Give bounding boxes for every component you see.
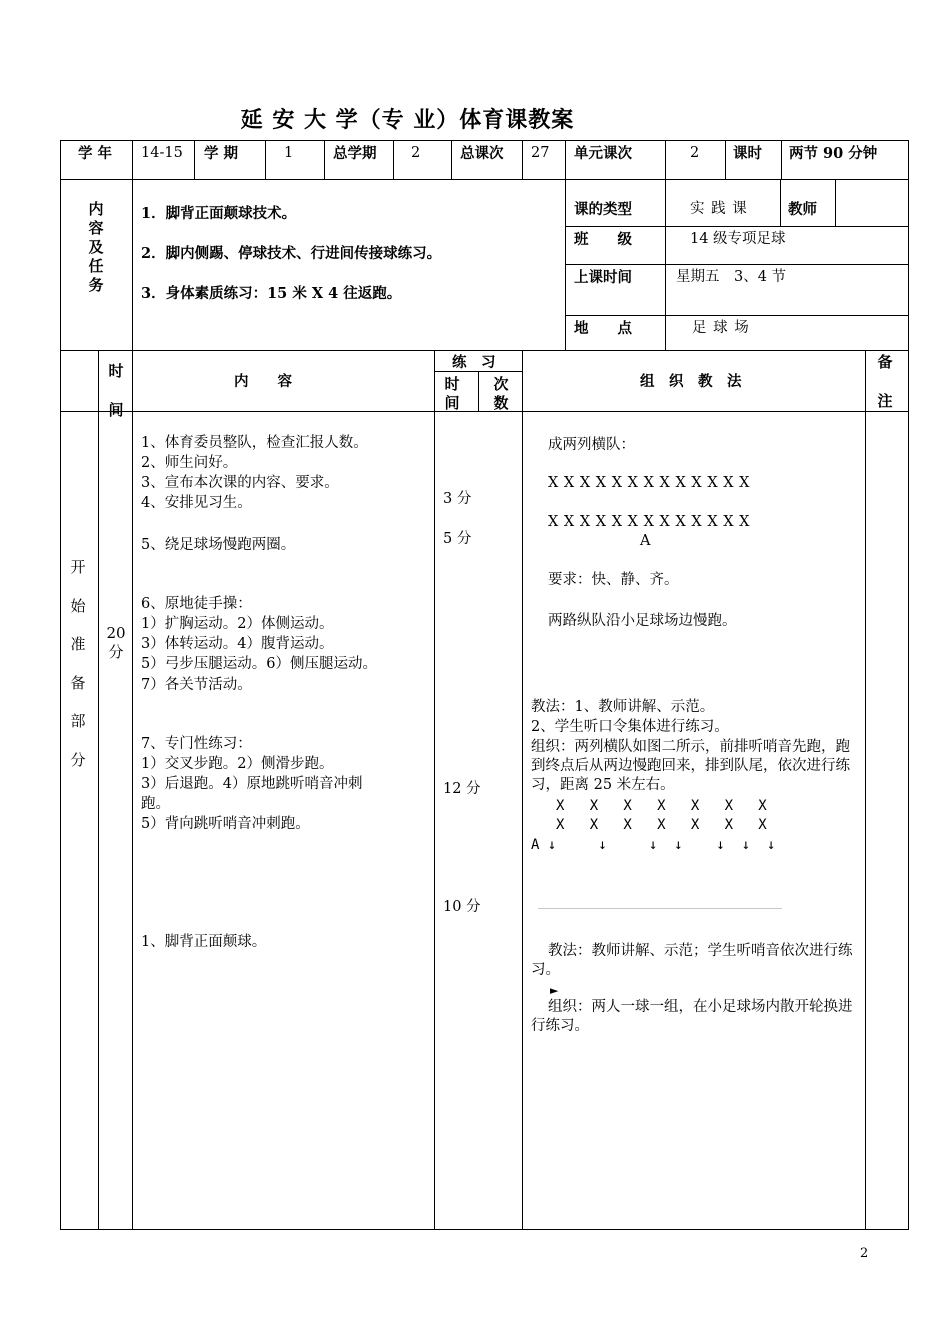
drill-row-3: A ↓ ↓ ↓ ↓ ↓ ↓ ↓ xyxy=(531,837,776,853)
content-line: 6、原地徒手操： xyxy=(141,596,252,612)
content-line: 2、师生问好。 xyxy=(141,455,238,471)
method-organization-2: 组织：两人一球一组，在小足球场内散开轮换进行练习。 xyxy=(531,999,853,1034)
formation-row-1: X X X X X X X X X X X X X xyxy=(548,475,751,491)
section-label: 开始准备部分 xyxy=(70,558,86,769)
col-practice-header: 练 习 xyxy=(452,354,496,371)
content-line: 3）后退跑。4）原地跳听哨音冲刺 xyxy=(141,776,363,792)
year-label: 学 年 xyxy=(78,145,113,162)
method-jog: 两路纵队沿小足球场边慢跑。 xyxy=(548,613,737,629)
drill-row-1: X X X X X X X xyxy=(556,798,767,814)
practice-time: 5 分 xyxy=(443,531,472,547)
content-line: 3、宣布本次课的内容、要求。 xyxy=(141,475,339,491)
place-label: 地 点 xyxy=(574,320,632,337)
method-teach-3: 教法：教师讲解、示范；学生听哨音依次进行练习。 xyxy=(531,943,853,978)
method-teach-2: 2、学生听口令集体进行练习。 xyxy=(531,719,729,735)
col-time-header: 时间 xyxy=(108,362,124,419)
col-remark-header: 备注 xyxy=(877,353,893,410)
content-line: 5、绕足球场慢跑两圈。 xyxy=(141,537,296,553)
place-value: 足 球 场 xyxy=(692,320,750,336)
divider xyxy=(538,908,782,909)
task-item-2: 2．脚内侧踢、停球技术、行进间传接球练习。 xyxy=(141,245,442,262)
content-line: 跑。 xyxy=(141,796,170,812)
total-lessons-label: 总课次 xyxy=(460,145,504,162)
lesson-type-value: 实 践 课 xyxy=(690,201,748,217)
unit-lesson-value: 2 xyxy=(690,145,700,161)
total-semester-value: 2 xyxy=(411,145,421,161)
page-number: 2 xyxy=(860,1246,869,1261)
content-line: 1）交叉步跑。2）侧滑步跑。 xyxy=(141,756,334,772)
class-value: 14 级专项足球 xyxy=(690,231,786,247)
content-tasks-label: 内容及任务 xyxy=(88,200,104,294)
hours-label: 课时 xyxy=(733,145,762,162)
teacher-label: 教师 xyxy=(788,201,817,218)
col-practice-time-header: 时间 xyxy=(444,375,460,412)
content-line: 7）各关节活动。 xyxy=(141,677,252,693)
content-line: 1）扩胸运动。2）体侧运动。 xyxy=(141,616,334,632)
semester-label: 学 期 xyxy=(204,145,239,162)
formation-row-2: X X X X X X X X X X X X X xyxy=(548,514,751,530)
total-lessons-value: 27 xyxy=(531,145,550,161)
total-semester-label: 总学期 xyxy=(333,145,377,162)
content-line: 5）背向跳听哨音冲刺跑。 xyxy=(141,816,310,832)
content-line: 1、脚背正面颠球。 xyxy=(141,934,267,950)
drill-row-2: X X X X X X X xyxy=(556,817,767,833)
col-content-header: 内 容 xyxy=(234,373,292,390)
section-time: 20分 xyxy=(106,624,126,661)
col-practice-count-header: 次数 xyxy=(493,375,509,412)
method-organization: 组织：两列横队如图二所示，前排听哨音先跑，跑到终点后从两边慢跑回来，排到队尾，依次进行练习，距离 25 米左右。 xyxy=(531,739,850,793)
content-line: 5）弓步压腿运动。6）侧压腿运动。 xyxy=(141,656,377,672)
task-item-3: 3．身体素质练习：15 米 X 4 往返跑。 xyxy=(141,285,402,302)
practice-time: 10 分 xyxy=(443,899,481,915)
lesson-type-label: 课的类型 xyxy=(574,201,632,218)
class-time-value: 星期五 3、4 节 xyxy=(676,269,787,285)
content-line: 3）体转运动。4）腹背运动。 xyxy=(141,636,334,652)
class-label: 班 级 xyxy=(574,231,632,248)
method-requirement: 要求：快、静、齐。 xyxy=(548,572,679,588)
practice-time: 12 分 xyxy=(443,781,481,797)
content-line: 4、安排见习生。 xyxy=(141,495,252,511)
formation-teacher: A xyxy=(640,533,651,549)
content-line: 1、体育委员整队，检查汇报人数。 xyxy=(141,435,368,451)
page-title: 延 安 大 学（专 业）体育课教案 xyxy=(240,107,575,133)
practice-time: 3 分 xyxy=(443,491,472,507)
play-marker-icon: ► xyxy=(550,984,559,997)
content-line: 7、专门性练习： xyxy=(141,736,252,752)
year-value: 14-15 xyxy=(141,145,183,161)
method-formation-title: 成两列横队： xyxy=(548,437,635,453)
method-teach-1: 教法：1、教师讲解、示范。 xyxy=(531,699,715,715)
col-method-header: 组 织 教 法 xyxy=(640,373,742,390)
class-time-label: 上课时间 xyxy=(574,269,632,286)
unit-lesson-label: 单元课次 xyxy=(574,145,632,162)
task-item-1: 1．脚背正面颠球技术。 xyxy=(141,205,297,222)
hours-value: 两节 90 分钟 xyxy=(789,145,878,162)
semester-value: 1 xyxy=(284,145,294,161)
